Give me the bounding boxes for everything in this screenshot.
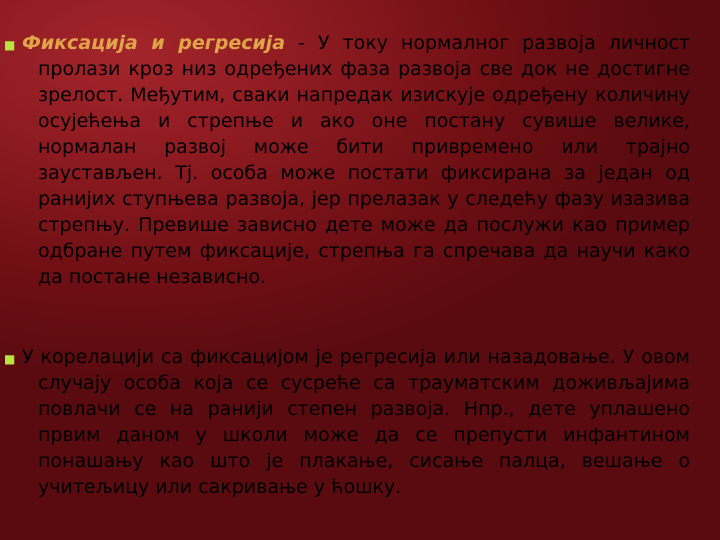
bullet-square-icon: ■ — [4, 38, 16, 52]
paragraph-fixation — [22, 30, 690, 290]
paragraph-regression — [22, 344, 690, 500]
paragraph-fixation-text: - У току нормалног развоја личност пролази кроз низ одређених фаза развоја све док не достигне зрелост. Међутим, сваки напредак изискује одређену количину осујећења и стрепње и ако оне постану сувише велике, нормалан развој може бити привремено или трајно заустављен. Тј. особа може постати фиксирана за један од ранијих ступњева развоја, јер прелазак у следећу фазу изазива стрепњу. Превише зависно дете може да послужи као пример одбране путем фиксације, стрепња га спречава да научи како да постане независно. — [38, 32, 691, 288]
paragraph-regression-text: У корелацији са фиксацијом је регресија или назадовање. У овом случају особа која се сусреће са трауматским доживљајима повлачи се на ранији степен развоја. Нпр., дете уплашено првим даном у школи може да се препусти инфантином понашању као што је плакање, сисање палца, вешање о учитељицу или сакривање у ћошку. — [22, 346, 690, 498]
term-fixation-regression: Фиксација и регресија — [22, 32, 286, 54]
bullet-square-icon: ■ — [4, 352, 16, 366]
